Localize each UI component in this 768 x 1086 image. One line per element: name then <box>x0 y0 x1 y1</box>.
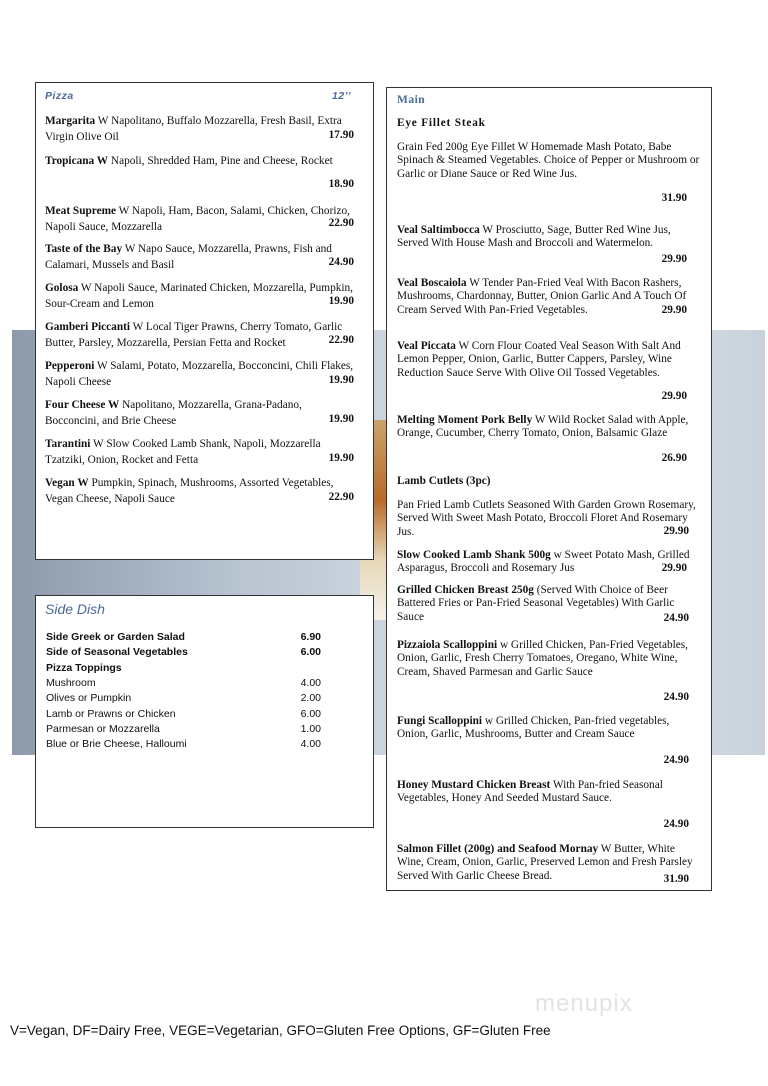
main-item-name: Fungi Scalloppini <box>397 715 483 727</box>
pizza-item-price: 22.90 <box>328 491 354 503</box>
main-item-name: Melting Moment Pork Belly <box>397 414 533 426</box>
pizza-item <box>45 398 357 429</box>
main-item-description: w Sweet Potato Mash, Grilled Asparagus, Broccoli and Rosemary Jus <box>397 549 690 575</box>
main-item-price: 31.90 <box>663 873 689 885</box>
pizza-item-description: W Napoli, Ham, Bacon, Salami, Chicken, Chorizo, Napoli Sauce, Mozzarella <box>45 205 350 233</box>
main-item-description: Pan Fried Lamb Cutlets Seasoned With Garden Grown Rosemary, Served With Sweet Mash Potato, Broccoli Floret And Rosemary Jus. <box>397 499 696 538</box>
side-dish-label: Olives or Pumpkin <box>46 692 132 705</box>
pizza-item-name: Meat Supreme <box>45 205 117 217</box>
main-item-heading: Eye Fillet Steak <box>397 117 486 129</box>
pizza-item-description: W Napoli Sauce, Marinated Chicken, Mozzarella, Pumpkin, Sour-Cream and Lemon <box>45 282 353 310</box>
main-item-name: Salmon Fillet (200g) and Seafood Mornay <box>397 843 599 855</box>
side-dish-row <box>46 692 321 704</box>
main-item-description: W Wild Rocket Salad with Apple, Orange, Cucumber, Cherry Tomato, Onion, Balsamic Glaze <box>397 414 689 440</box>
main-item-description: w Grilled Chicken, Pan-Fried Vegetables, Onion, Garlic, Fresh Cherry Tomatoes, Oregano, White Wine, Cream, Shaved Parmesan and Garlic Sauce <box>397 639 688 678</box>
pizza-item-name: Golosa <box>45 282 79 294</box>
main-item <box>397 639 701 679</box>
pizza-item-name: Vegan W <box>45 477 89 489</box>
main-item-description: W Prosciutto, Sage, Butter Red Wine Jus, Served With House Mash and Broccoli and Watermelon. <box>397 224 671 250</box>
main-item-price: 24.90 <box>663 754 689 766</box>
main-item <box>397 414 701 441</box>
side-dish-price: 6.00 <box>300 707 321 720</box>
pizza-item <box>45 437 357 468</box>
pizza-item-price: 24.90 <box>328 256 354 268</box>
main-item-price: 24.90 <box>663 612 689 624</box>
pizza-menu-section <box>35 82 374 560</box>
pizza-item-price: 22.90 <box>328 217 354 229</box>
main-item-description: With Pan-fried Seasonal Vegetables, Honey And Seeded Mustard Sauce. <box>397 779 663 805</box>
main-item <box>397 224 701 251</box>
main-menu-section <box>386 87 712 891</box>
main-item-price: 26.90 <box>661 452 687 464</box>
side-dish-price: 6.00 <box>300 646 321 659</box>
main-item-name: Veal Piccata <box>397 340 456 352</box>
main-item-name: Pizzaiola Scalloppini <box>397 639 498 651</box>
main-item-description: W Corn Flour Coated Veal Season With Salt And Lemon Pepper, Onion, Garlic, Butter Cappers, Parsley, Wine Reduction Sauce Serve With Olive Oil Tossed Vegetables. <box>397 340 681 379</box>
pizza-item <box>45 359 357 390</box>
pizza-item-description: Pumpkin, Spinach, Mushrooms, Assorted Vegetables, Vegan Cheese, Napoli Sauce <box>45 477 334 505</box>
side-dish-label: Parmesan or Mozzarella <box>46 722 160 735</box>
pizza-item-description: W Local Tiger Prawns, Cherry Tomato, Garlic Butter, Parsley, Mozzarella, Persian Fetta and Rocket <box>45 321 343 349</box>
pizza-section-title: Pizza <box>45 90 74 102</box>
pizza-item-name: Tropicana W <box>45 155 109 167</box>
side-dish-row <box>46 646 321 658</box>
side-dish-label: Lamb or Prawns or Chicken <box>46 707 176 720</box>
pizza-item <box>45 154 357 170</box>
pizza-item <box>45 242 357 273</box>
side-dish-row <box>46 662 321 674</box>
main-item-price: 29.90 <box>661 390 687 402</box>
main-section-title: Main <box>397 94 426 106</box>
main-item-price: 29.90 <box>661 562 687 574</box>
side-dish-price: 6.90 <box>300 631 321 643</box>
pizza-size-label: 12’’ <box>332 90 352 102</box>
watermark-logo: menupix <box>535 990 633 1017</box>
side-dish-row <box>46 708 321 720</box>
pizza-item-price: 22.90 <box>328 334 354 346</box>
pizza-item-name: Tarantini <box>45 438 91 450</box>
main-item <box>397 779 701 806</box>
pizza-item-price: 17.90 <box>328 129 354 141</box>
pizza-item-description: W Salami, Potato, Mozzarella, Bocconcini, Chili Flakes, Napoli Cheese <box>45 360 354 388</box>
side-dish-label: Side Greek or Garden Salad <box>46 631 185 643</box>
pizza-item <box>45 204 357 235</box>
pizza-item-price: 18.90 <box>328 178 354 190</box>
side-dish-row <box>46 723 321 735</box>
pizza-item-price: 19.90 <box>328 452 354 464</box>
main-item <box>397 549 701 576</box>
pizza-item-description: W Napolitano, Buffalo Mozzarella, Fresh Basil, Extra Virgin Olive Oil <box>45 115 342 143</box>
main-item <box>397 340 701 380</box>
pizza-item-description: Napoli, Shredded Ham, Pine and Cheese, Rocket <box>108 155 333 167</box>
side-dish-price: 2.00 <box>300 692 321 705</box>
main-item <box>397 499 701 539</box>
main-item-price: 29.90 <box>661 304 687 316</box>
side-dish-row <box>46 631 321 643</box>
main-item-name: Veal Saltimbocca <box>397 224 480 236</box>
side-dish-label: Side of Seasonal Vegetables <box>46 646 188 659</box>
main-item-name: Grilled Chicken Breast 250g <box>397 584 534 596</box>
main-item <box>397 843 701 883</box>
main-item <box>397 715 701 742</box>
main-item-description: W Tender Pan-Fried Veal With Bacon Rashers, Mushrooms, Chardonnay, Butter, Onion Garlic And A Touch Of Cream Served With Pan-Fried Vegetables. <box>397 277 687 316</box>
side-dish-label: Mushroom <box>46 676 96 689</box>
main-item-heading: Lamb Cutlets (3pc) <box>397 475 491 487</box>
pizza-item-price: 19.90 <box>328 413 354 425</box>
side-dish-section <box>35 595 374 828</box>
pizza-item-name: Gamberi Piccanti <box>45 321 131 333</box>
pizza-item-name: Four Cheese W <box>45 399 120 411</box>
main-item <box>397 584 701 624</box>
pizza-item-description: W Slow Cooked Lamb Shank, Napoli, Mozzarella Tzatziki, Onion, Rocket and Fetta <box>45 438 321 466</box>
pizza-item <box>45 476 357 507</box>
pizza-item-name: Margarita <box>45 115 96 127</box>
side-dish-title: Side Dish <box>45 601 105 617</box>
side-dish-row <box>46 738 321 750</box>
main-item-name: Veal Boscaiola <box>397 277 467 289</box>
main-item-description: (Served With Choice of Beer Battered Fries or Pan-Fried Seasonal Vegetables) With Garlic Sauce <box>397 584 675 623</box>
main-item-price: 29.90 <box>663 525 689 537</box>
main-item-description: W Butter, White Wine, Cream, Onion, Garlic, Preserved Lemon and Fresh Parsley Served With Garlic Cheese Bread. <box>397 843 693 882</box>
pizza-item <box>45 114 357 145</box>
main-item <box>397 277 701 317</box>
side-dish-label: Pizza Toppings <box>46 661 122 674</box>
pizza-item-name: Taste of the Bay <box>45 243 123 255</box>
side-dish-price: 1.00 <box>300 722 321 735</box>
side-dish-row <box>46 677 321 689</box>
pizza-item-price: 19.90 <box>328 295 354 307</box>
main-item-price: 29.90 <box>661 253 687 265</box>
pizza-item-description: Napolitano, Mozzarella, Grana-Padano, Bocconcini, and Brie Cheese <box>45 399 302 427</box>
main-item-description: w Grilled Chicken, Pan-fried vegetables, Onion, Garlic, Mushrooms, Butter and Cream Sauce <box>397 715 670 741</box>
pizza-item-name: Pepperoni <box>45 360 95 372</box>
main-item-name: Honey Mustard Chicken Breast <box>397 779 551 791</box>
pizza-item <box>45 281 357 312</box>
main-item-price: 24.90 <box>663 691 689 703</box>
side-dish-price: 4.00 <box>300 676 321 689</box>
side-dish-label: Blue or Brie Cheese, Halloumi <box>46 738 187 751</box>
main-item-name: Slow Cooked Lamb Shank 500g <box>397 549 551 561</box>
main-item-price: 31.90 <box>661 192 687 204</box>
main-item-price: 24.90 <box>663 818 689 830</box>
side-dish-price: 4.00 <box>300 738 321 751</box>
pizza-item <box>45 320 357 351</box>
pizza-item-price: 19.90 <box>328 374 354 386</box>
main-item <box>397 141 701 181</box>
pizza-item-description: W Napo Sauce, Mozzarella, Prawns, Fish and Calamari, Mussels and Basil <box>45 243 332 271</box>
dietary-legend: V=Vegan, DF=Dairy Free, VEGE=Vegetarian, GFO=Gluten Free Options, GF=Gluten Free <box>10 1023 551 1038</box>
main-item-description: Grain Fed 200g Eye Fillet W Homemade Mash Potato, Babe Spinach & Steamed Vegetables. Choice of Pepper or Mushroom or Garlic or Diane Sauce or Red Wine Jus. <box>397 141 700 180</box>
